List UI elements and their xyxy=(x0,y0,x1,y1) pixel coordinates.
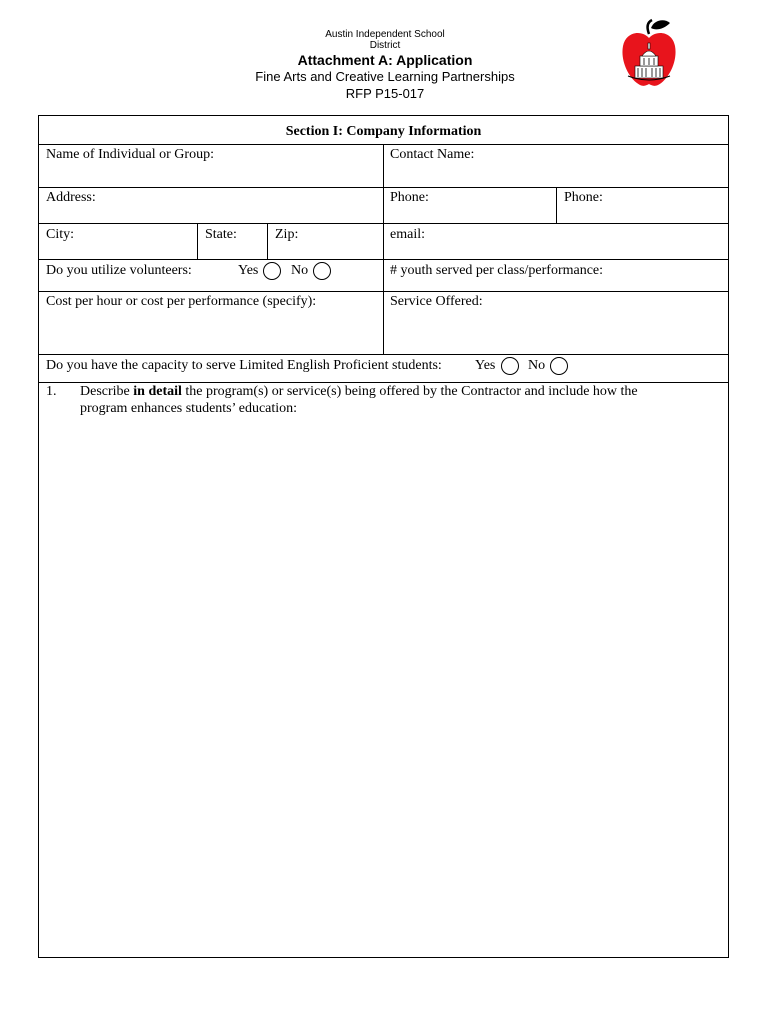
section-title: Section I: Company Information xyxy=(285,124,482,139)
lep-question: Do you have the capacity to serve Limited English Proficient students: xyxy=(46,358,442,373)
question-text: Describe in detail the program(s) or service(s) being offered by the Contractor and include how the xyxy=(80,384,638,399)
lep-no-radio[interactable] xyxy=(550,357,568,375)
phone2-field-label[interactable]: Phone: xyxy=(564,190,603,205)
name-field-label[interactable]: Name of Individual or Group: xyxy=(46,147,214,162)
document-subtitle: Fine Arts and Creative Learning Partnerships xyxy=(255,69,515,84)
column-divider xyxy=(267,223,268,259)
lep-no-label: No xyxy=(528,358,546,373)
organization-name: Austin Independent School xyxy=(325,29,445,40)
divider xyxy=(39,382,728,383)
youth-served-field-label[interactable]: # youth served per class/performance: xyxy=(390,263,604,278)
address-field-label[interactable]: Address: xyxy=(46,190,96,205)
divider xyxy=(39,354,728,355)
volunteers-yes-label: Yes xyxy=(238,263,259,278)
rfp-number: RFP P15-017 xyxy=(345,86,425,101)
apple-capitol-logo xyxy=(618,18,680,90)
service-offered-field-label[interactable]: Service Offered: xyxy=(390,294,483,309)
company-information-form xyxy=(38,115,729,958)
contact-name-field-label[interactable]: Contact Name: xyxy=(390,147,475,162)
question-number: 1. xyxy=(46,384,57,399)
organization-name-line2: District xyxy=(369,40,401,51)
lep-yes-radio[interactable] xyxy=(501,357,519,375)
zip-field-label[interactable]: Zip: xyxy=(275,227,299,242)
question-text-line2: program enhances students’ education: xyxy=(80,401,298,416)
column-divider xyxy=(556,187,557,223)
column-divider xyxy=(383,144,384,354)
column-divider xyxy=(197,223,198,259)
volunteers-no-radio[interactable] xyxy=(313,262,331,280)
cost-field-label[interactable]: Cost per hour or cost per performance (specify): xyxy=(46,294,317,309)
question-emphasis: in detail xyxy=(133,384,182,399)
state-field-label[interactable]: State: xyxy=(205,227,237,242)
phone-field-label[interactable]: Phone: xyxy=(390,190,429,205)
volunteers-no-label: No xyxy=(291,263,309,278)
volunteers-question: Do you utilize volunteers: xyxy=(46,263,192,278)
document-title: Attachment A: Application xyxy=(297,52,473,68)
email-field-label[interactable]: email: xyxy=(390,227,425,242)
lep-yes-label: Yes xyxy=(475,358,496,373)
volunteers-yes-radio[interactable] xyxy=(263,262,281,280)
city-field-label[interactable]: City: xyxy=(46,227,75,242)
program-description-answer-area[interactable] xyxy=(46,422,721,951)
